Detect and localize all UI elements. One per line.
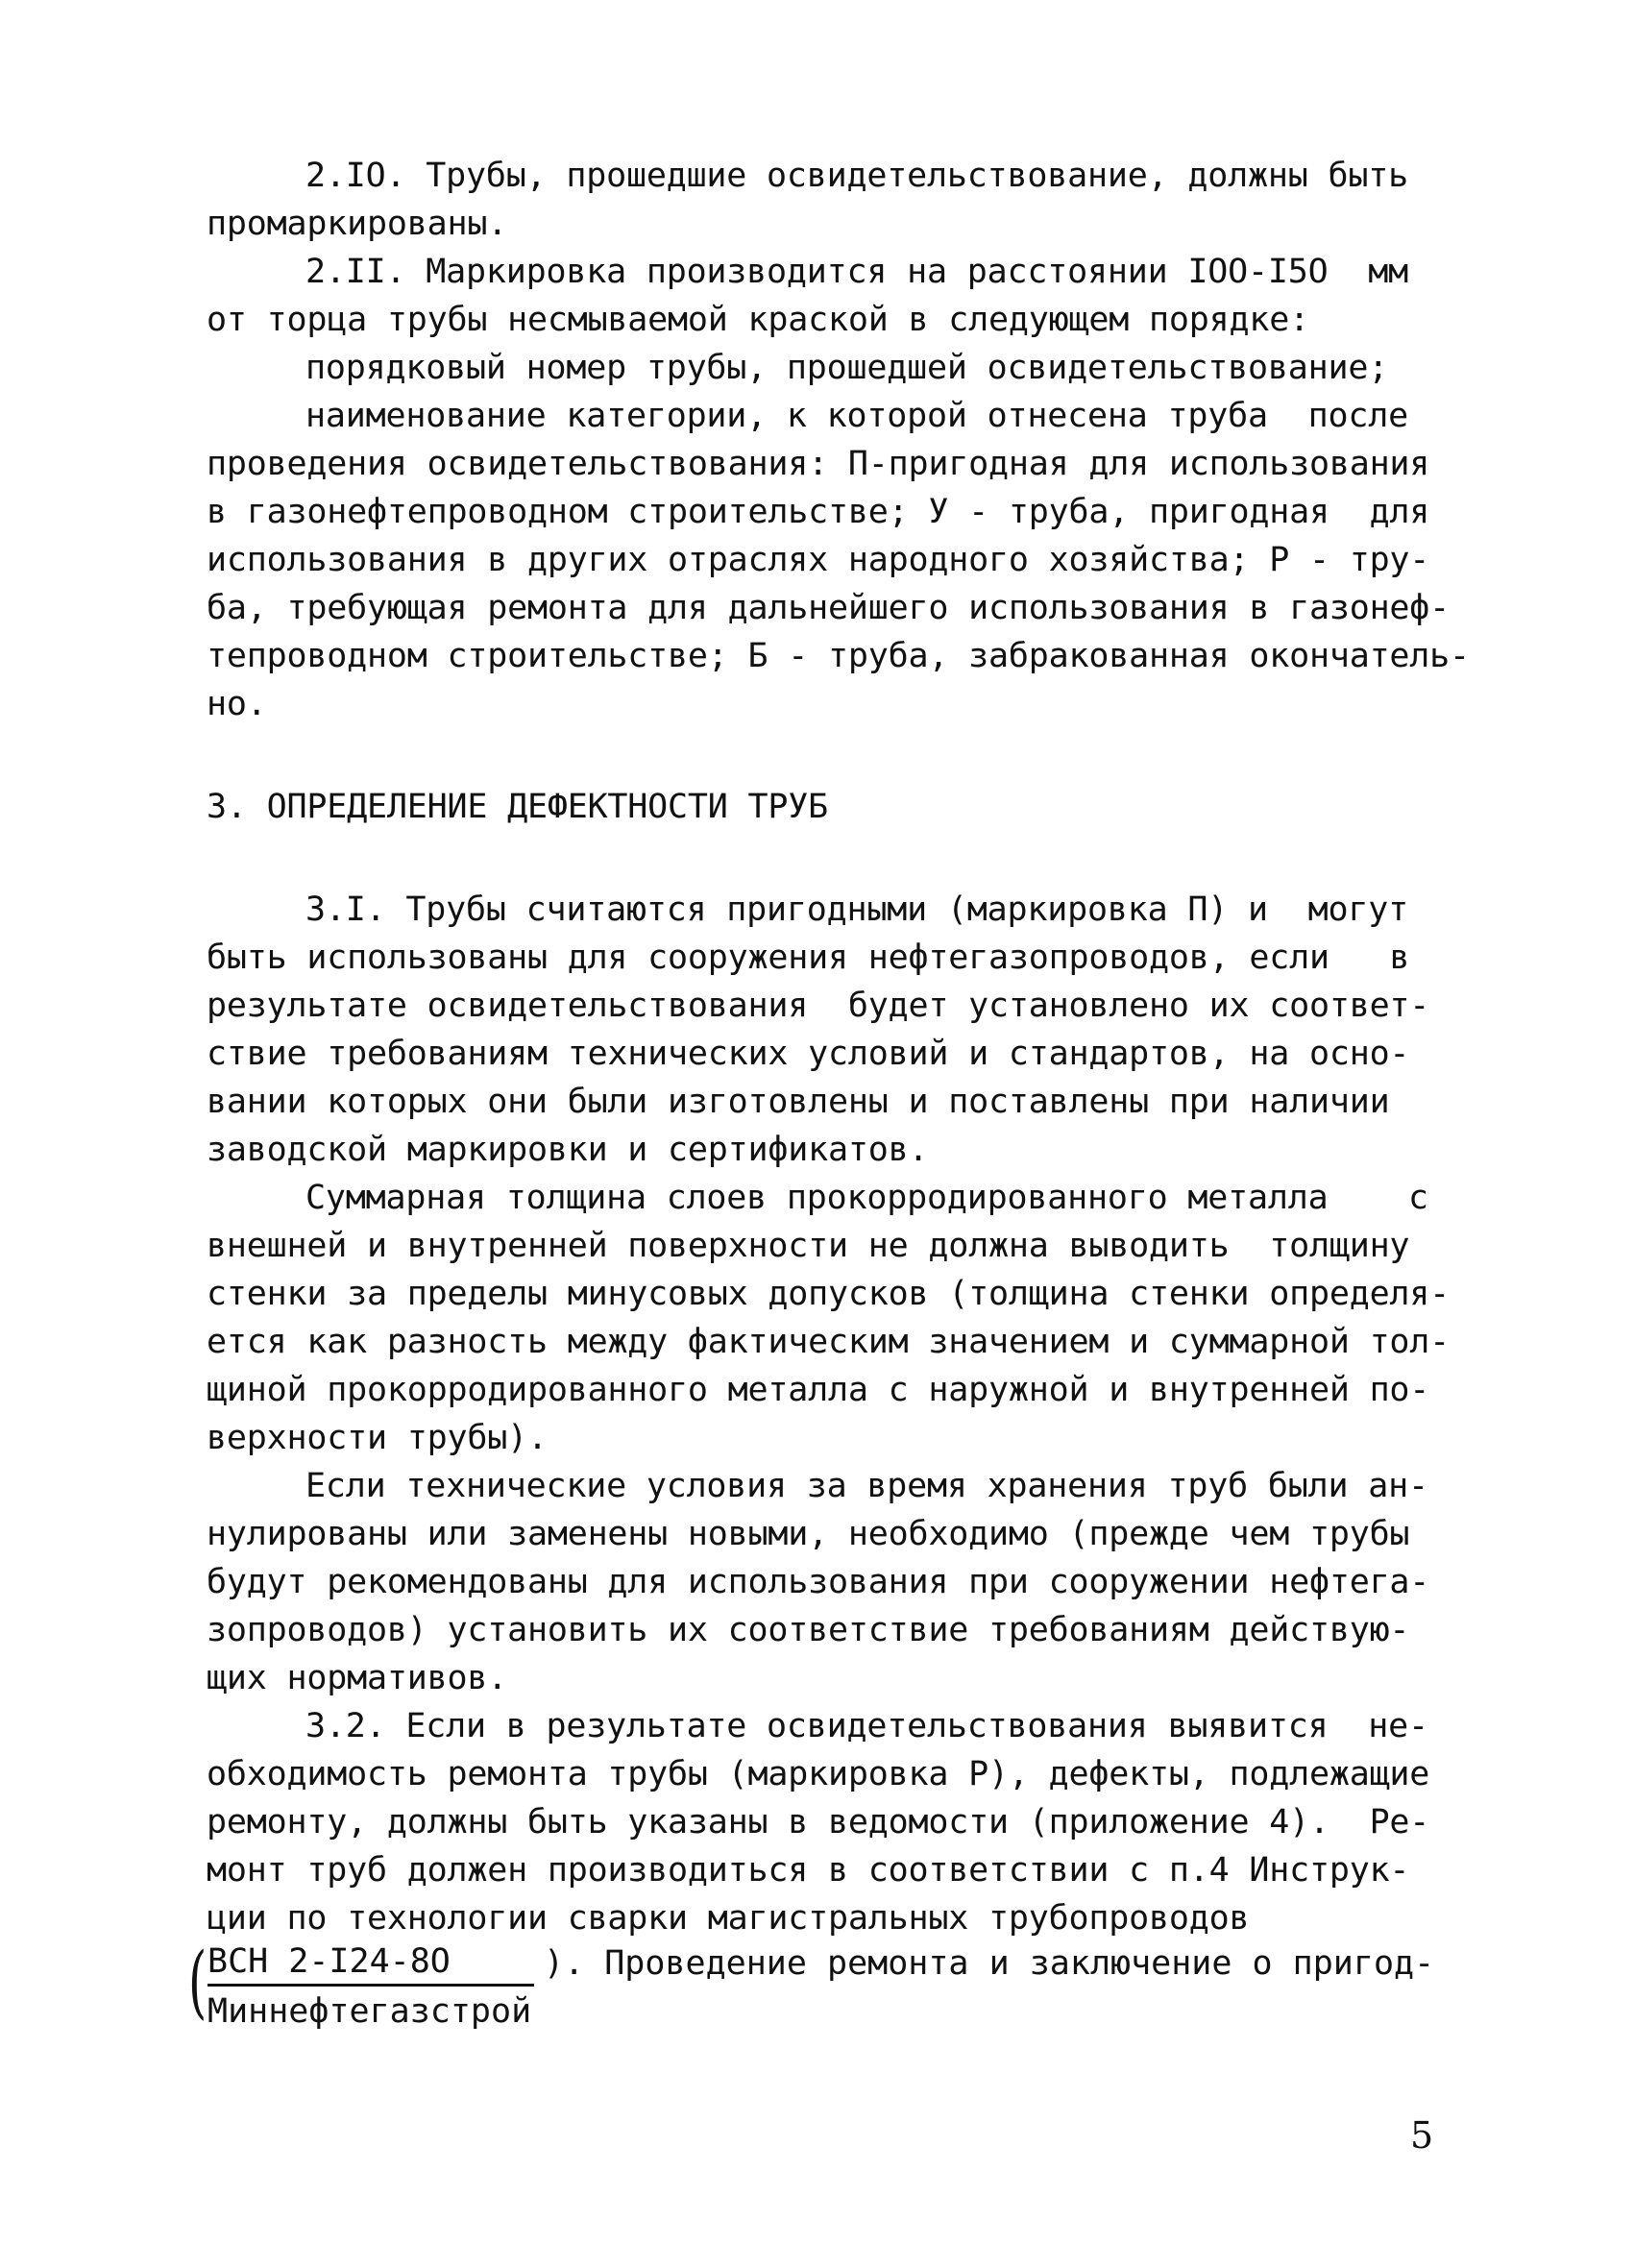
text-line: 3.2. Если в результате освидетельствования выявится не-: [305, 1707, 1428, 1745]
text-line: обходимость ремонта трубы (маркировка Р), дефекты, подлежащие: [207, 1755, 1430, 1793]
text-line: ба, требующая ремонта для дальнейшего использования в газонеф-: [207, 589, 1451, 627]
text-line: ствие требованиям технических условий и стандартов, на осно-: [207, 1035, 1410, 1073]
section-heading: 3. ОПРЕДЕЛЕНИЕ ДЕФЕКТНОСТИ ТРУБ: [207, 788, 829, 826]
text-line: 3.I. Трубы считаются пригодными (маркировка П) и могут: [305, 890, 1408, 929]
text-line: быть использованы для сооружения нефтегазопроводов, если в: [207, 939, 1410, 977]
text-line: стенки за пределы минусовых допусков (толщина стенки определя-: [207, 1275, 1451, 1313]
text-line: нулированы или заменены новыми, необходимо (прежде чем трубы: [207, 1515, 1410, 1553]
text-line: ции по технологии сварки магистральных трубопроводов: [207, 1899, 1250, 1938]
text-line: щих нормативов.: [207, 1659, 508, 1697]
reference-open-paren: (: [188, 1937, 207, 2028]
text-line: внешней и внутренней поверхности не должна выводить толщину: [207, 1227, 1410, 1265]
text-line: зопроводов) установить их соответствие требованиям действую-: [207, 1611, 1410, 1649]
text-line: от торца трубы несмываемой краской в следующем порядке:: [207, 301, 1309, 339]
text-line: промаркированы.: [207, 205, 508, 243]
text-line: наименование категории, к которой отнесена труба после: [305, 397, 1408, 435]
text-line: щиной прокорродированного металла с наружной и внутренней по-: [207, 1371, 1430, 1409]
text-line: в газонефтепроводном строительстве; У - труба, пригодная для: [207, 493, 1430, 531]
text-line: ). Проведение ремонта и заключение о пригод-: [544, 1944, 1435, 1983]
text-line: заводской маркировки и сертификатов.: [207, 1131, 929, 1169]
text-line: ремонту, должны быть указаны в ведомости (приложение 4). Ре-: [207, 1803, 1430, 1841]
text-line: Если технические условия за время хранения труб были ан-: [305, 1467, 1428, 1505]
text-line: будут рекомендованы для использования при сооружении нефтега-: [207, 1563, 1430, 1601]
reference-code: ВСН 2-I24-8О: [207, 1942, 451, 1981]
page-number: 5: [1410, 2114, 1434, 2157]
text-line: монт труб должен производиться в соответствии с п.4 Инструк-: [207, 1851, 1410, 1890]
text-line: верхности трубы).: [207, 1419, 548, 1457]
text-line: вании которых они были изготовлены и поставлены при наличии: [207, 1083, 1390, 1121]
text-line: проведения освидетельствования: П-пригодная для использования: [207, 445, 1430, 483]
text-line: Суммарная толщина слоев прокорродированного металла с: [305, 1179, 1428, 1217]
text-line: но.: [207, 685, 267, 723]
text-line: ется как разность между фактическим значением и суммарной тол-: [207, 1323, 1451, 1361]
text-line: 2.IО. Трубы, прошедшие освидетельствование, должны быть: [305, 157, 1408, 195]
reference-fraction-rule: [207, 1984, 534, 1987]
text-line: порядковый номер трубы, прошедшей освидетельствование;: [305, 349, 1389, 387]
text-line: 2.II. Маркировка производится на расстоянии IОО-I5О мм: [305, 253, 1408, 291]
reference-issuer: Миннефтегазстрой: [207, 1992, 532, 2031]
text-line: тепроводном строительстве; Б - труба, забракованная окончатель-: [207, 637, 1470, 675]
text-line: использования в других отраслях народного хозяйства; Р - тру-: [207, 541, 1430, 579]
text-line: результате освидетельствования будет установлено их соответ-: [207, 987, 1430, 1025]
normative-reference: [188, 1938, 553, 2043]
